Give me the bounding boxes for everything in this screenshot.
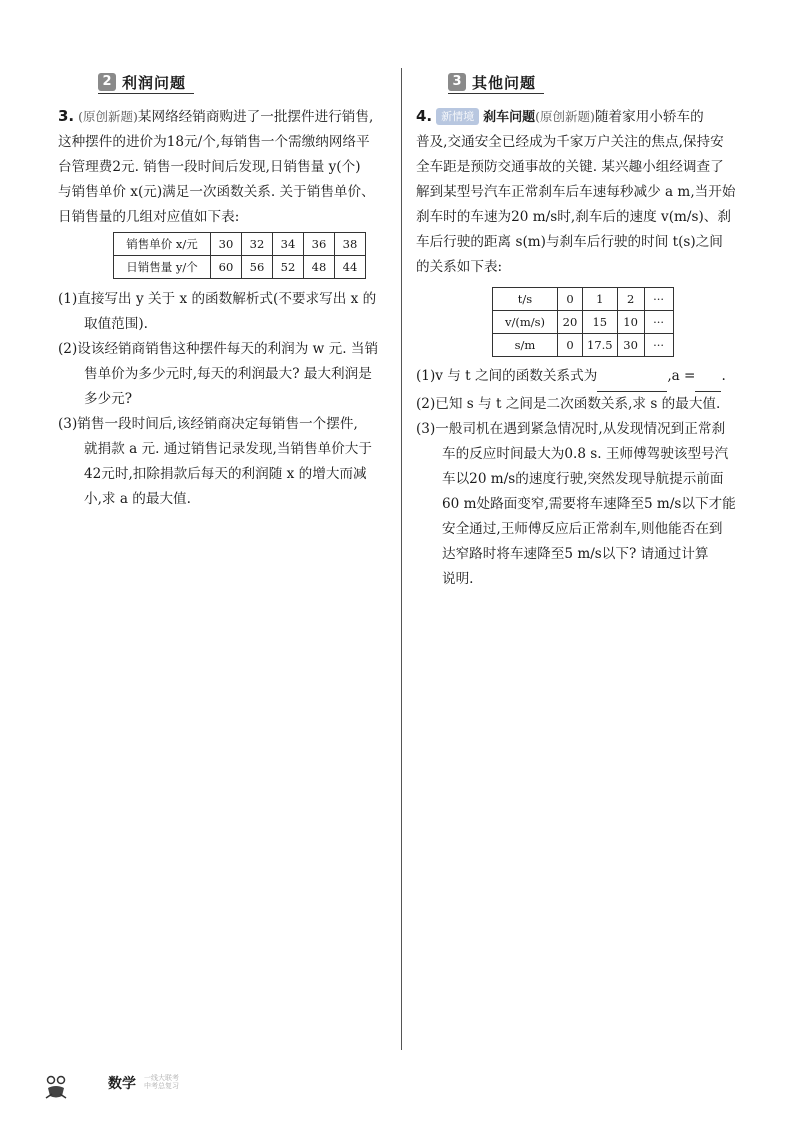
problem-4-parts (416, 364, 756, 592)
part-label: (3) (416, 421, 436, 437)
part-text-line: 说明. (442, 571, 474, 587)
answer-blank-2[interactable] (695, 366, 721, 392)
answer-blank-1[interactable] (597, 366, 667, 392)
part-text-line: 取值范围). (84, 316, 148, 332)
footer-series-text (144, 1074, 179, 1090)
part-label: (2) (416, 396, 436, 412)
section-title: 其他问题 (472, 73, 537, 92)
table-cell: 15 (583, 311, 618, 334)
part-1 (416, 364, 756, 392)
part-label: (3) (58, 416, 78, 432)
problem-text-line: 某网络经销商购进了一批摆件进行销售, (137, 109, 374, 125)
part-text-line: 车以20 m/s的速度行驶,突然发现导航提示前面 (442, 471, 724, 487)
part-1 (58, 287, 394, 312)
part-2 (416, 392, 756, 417)
section-header-other (448, 72, 536, 92)
part-text-line: 车的反应时间最大为0.8 s. 王师傅驾驶该型号汽 (442, 446, 729, 462)
table-cell: 44 (335, 256, 366, 279)
table-row (114, 256, 366, 279)
part-text: 已知 s 与 t 之间是二次函数关系,求 s 的最大值. (435, 396, 721, 412)
part-text-line: 42元时,扣除捐款后每天的利润随 x 的增大而减 (84, 466, 367, 482)
problem-text-line: 与销售单价 x(元)满足一次函数关系. 关于销售单价、 (58, 184, 375, 200)
braking-table (492, 287, 674, 357)
part-text-line: 安全通过,王师傅反应后正常刹车,则他能否在到 (442, 521, 723, 537)
table-header-cell: v/(m/s) (493, 311, 558, 334)
problem-text-line: 台管理费2元. 销售一段时间后发现,日销售量 y(个) (58, 159, 361, 175)
problem-keyword: 刹车问题 (483, 110, 536, 125)
table-cell: 0 (558, 288, 583, 311)
new-context-badge: 新情境 (436, 108, 479, 125)
table-cell: 60 (211, 256, 242, 279)
part-text-line: 售单价为多少元时,每天的利润最大? 最大利润是 (84, 366, 372, 382)
part-text-line: 直接写出 y 关于 x 的函数解析式(不要求写出 x 的 (77, 291, 377, 307)
part-text-line: 销售一段时间后,该经销商决定每销售一个摆件, (77, 416, 358, 432)
table-cell: ··· (644, 288, 673, 311)
table-row (114, 233, 366, 256)
part-3 (58, 412, 394, 437)
table-row (493, 334, 674, 357)
table-row (493, 288, 674, 311)
part-text-line: 多少元? (84, 391, 133, 407)
problem-number: 3. (58, 107, 75, 125)
mascot-logo-icon (44, 1074, 68, 1104)
section-title: 利润问题 (122, 73, 187, 92)
problem-text-line: 车后行驶的距离 s(m)与刹车后行驶的时间 t(s)之间 (416, 234, 723, 250)
problem-text-line: 随着家用小轿车的 (594, 109, 704, 125)
table-cell: 1 (583, 288, 618, 311)
part-label: (1) (416, 368, 436, 384)
problem-number: 4. (416, 107, 433, 125)
part-label: (1) (58, 291, 78, 307)
part-text-line: 60 m处路面变窄,需要将车速降至5 m/s以下才能 (442, 496, 736, 512)
price-sales-table (113, 232, 366, 279)
part-text: ,a = (667, 368, 696, 384)
problem-tag: (原创新题) (78, 109, 138, 124)
problem-text-line: 刹车时的车速为20 m/s时,刹车后的速度 v(m/s)、刹 (416, 209, 731, 225)
table-cell: 36 (304, 233, 335, 256)
problem-text-line: 解到某型号汽车正常刹车后车速每秒减少 a m,当开始 (416, 184, 736, 200)
part-text: . (721, 368, 726, 384)
section-number: 3 (448, 73, 466, 91)
section-number: 2 (98, 73, 116, 91)
problem-3-parts (58, 287, 394, 512)
table-header-cell: s/m (493, 334, 558, 357)
part-text-line: 就捐款 a 元. 通过销售记录发现,当销售单价大于 (84, 441, 372, 457)
column-divider (401, 68, 402, 1050)
part-text: v 与 t 之间的函数关系式为 (435, 368, 598, 384)
table-cell: 34 (273, 233, 304, 256)
problem-tag: (原创新题) (535, 109, 595, 124)
part-text-line: 小,求 a 的最大值. (84, 491, 191, 507)
subject-label: 数学 (108, 1076, 136, 1092)
table-cell: 32 (242, 233, 273, 256)
table-header-cell: 销售单价 x/元 (114, 233, 211, 256)
table-cell: 48 (304, 256, 335, 279)
table-header-cell: t/s (493, 288, 558, 311)
table-cell: 20 (558, 311, 583, 334)
table-cell: 30 (617, 334, 644, 357)
part-text-line: 一般司机在遇到紧急情况时,从发现情况到正常刹 (435, 421, 726, 437)
footer-series-line: 一线大联考 (144, 1074, 179, 1082)
problem-text-line: 日销售量的几组对应值如下表: (58, 209, 240, 225)
section-underline (98, 93, 194, 94)
part-text-line: 设该经销商销售这种摆件每天的利润为 w 元. 当销 (77, 341, 379, 357)
table-cell: 10 (617, 311, 644, 334)
problem-text-line: 的关系如下表: (416, 259, 503, 275)
table-cell: ··· (644, 334, 673, 357)
footer-series-line: 中考总复习 (144, 1082, 179, 1090)
problem-4 (416, 104, 756, 280)
table-cell: 56 (242, 256, 273, 279)
table-cell: 2 (617, 288, 644, 311)
table-cell: 52 (273, 256, 304, 279)
table-row (493, 311, 674, 334)
table-cell: ··· (644, 311, 673, 334)
problem-text-line: 全车距是预防交通事故的关键. 某兴趣小组经调查了 (416, 159, 724, 175)
part-2 (58, 337, 394, 362)
part-3 (416, 417, 756, 442)
problem-text-line: 普及,交通安全已经成为千家万户关注的焦点,保持安 (416, 134, 724, 150)
table-cell: 38 (335, 233, 366, 256)
section-underline (448, 93, 544, 94)
part-text-line: 达窄路时将车速降至5 m/s以下? 请通过计算 (442, 546, 709, 562)
section-header-profit (98, 72, 186, 92)
part-label: (2) (58, 341, 78, 357)
table-cell: 30 (211, 233, 242, 256)
table-cell: 17.5 (583, 334, 618, 357)
problem-3 (58, 104, 394, 230)
problem-text-line: 这种摆件的进价为18元/个,每销售一个需缴纳网络平 (58, 134, 370, 150)
table-cell: 0 (558, 334, 583, 357)
table-header-cell: 日销售量 y/个 (114, 256, 211, 279)
